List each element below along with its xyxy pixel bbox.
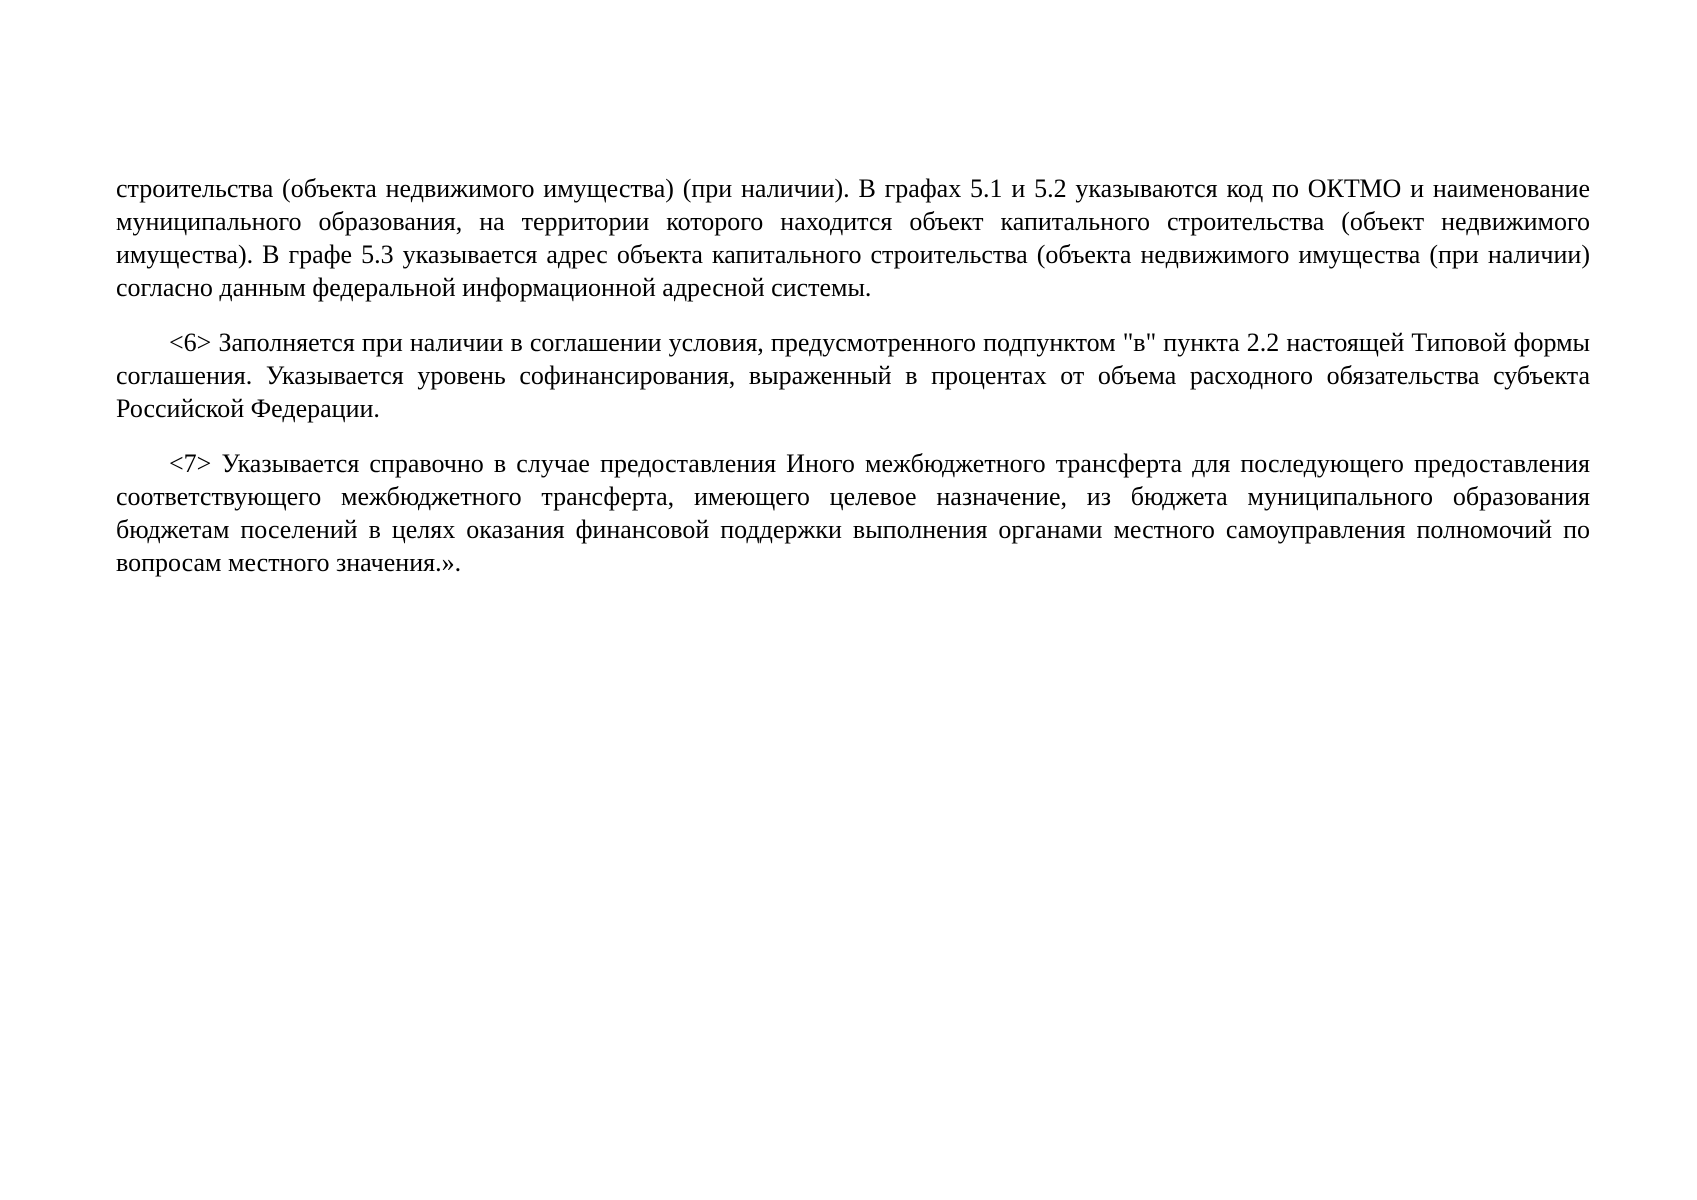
footnote-7-paragraph: <7> Указывается справочно в случае предоставления Иного межбюджетного трансферта для последующего предоставления соответствующего межбюджетного трансферта, имеющего целевое назначение, из бюджета муниципального образования бюджетам поселений в целях оказания финансовой поддержки выполнения органами местного самоуправления полномочий по вопросам местного значения.». [116, 449, 1590, 577]
footnote-continuation-paragraph: строительства (объекта недвижимого имущества) (при наличии). В графах 5.1 и 5.2 указываются код по ОКТМО и наименование муниципального образования, на территории которого находится объект капитального строительства (объект недвижимого имущества). В графе 5.3 указывается адрес объекта капитального строительства (объекта недвижимого имущества (при наличии) согласно данным федеральной информационной адресной системы. [116, 174, 1590, 302]
document-page [116, 172, 1590, 601]
footnote-6-paragraph: <6> Заполняется при наличии в соглашении условия, предусмотренного подпунктом "в" пункта 2.2 настоящей Типовой формы соглашения. Указывается уровень софинансирования, выраженный в процентах от объема расходного обязательства субъекта Российской Федерации. [116, 328, 1590, 423]
